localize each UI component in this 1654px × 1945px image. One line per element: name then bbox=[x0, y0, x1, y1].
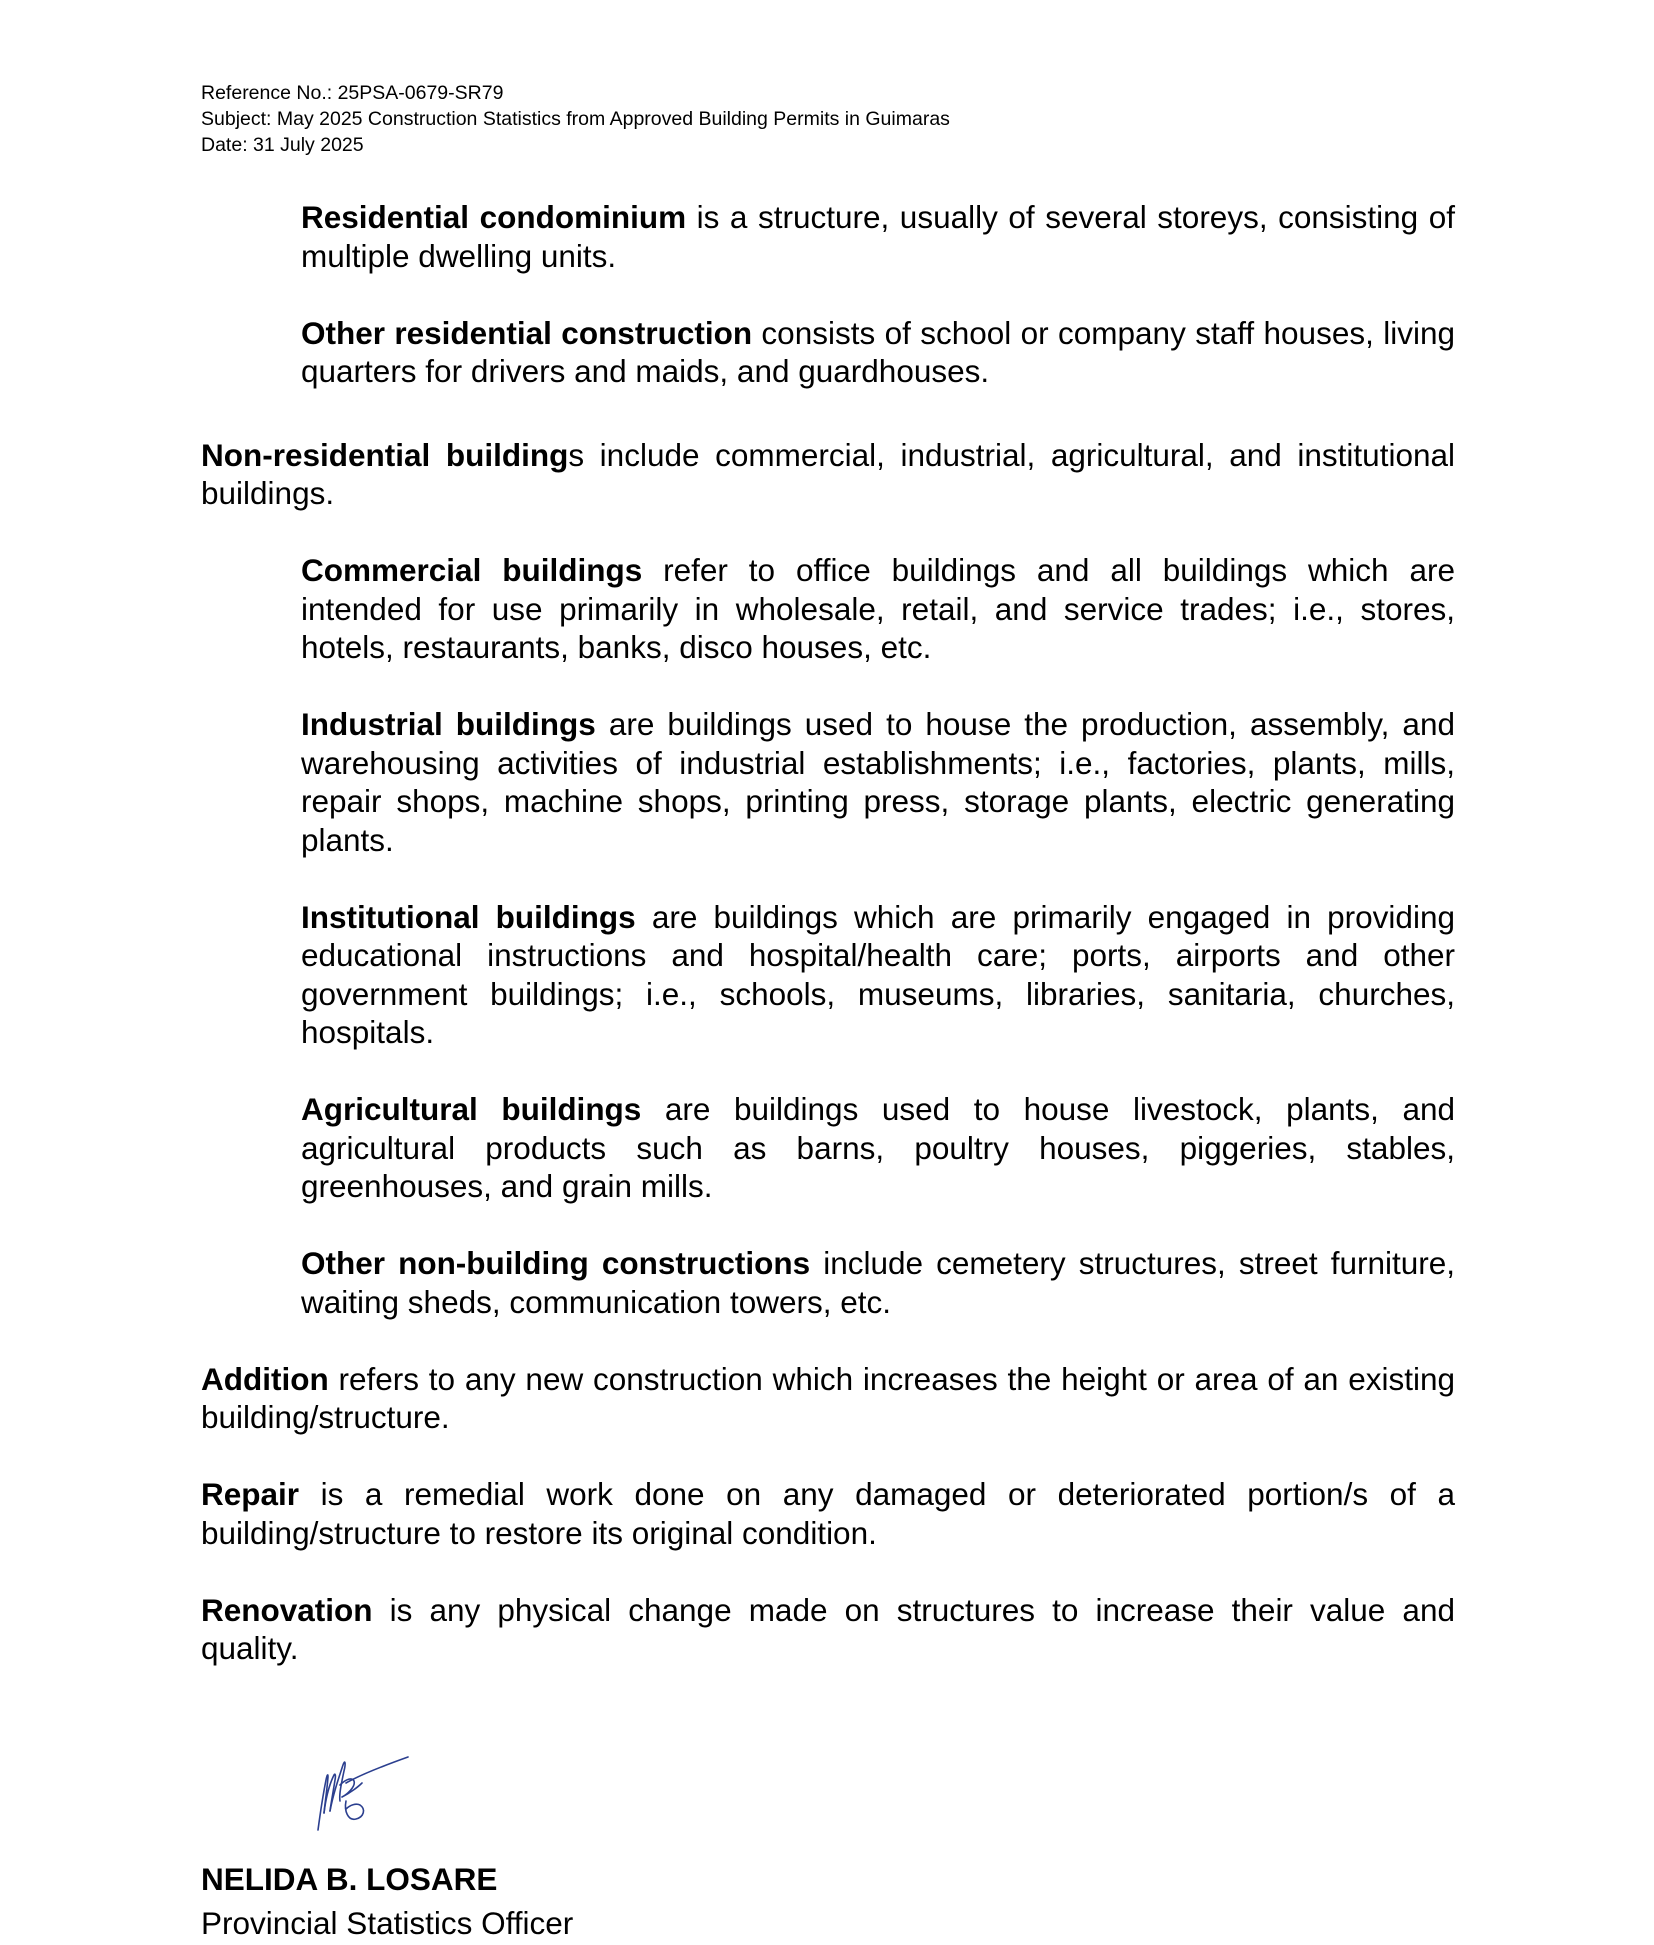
definition-term: Other residential construction bbox=[301, 314, 753, 351]
definition-other-residential bbox=[301, 314, 1455, 391]
definition-text: are buildings used to house livestock, plants, and agricultural products such as barns, poultry houses, piggeries, stables, greenhouses, and grain mills. bbox=[301, 1091, 1455, 1204]
definition-text: refers to any new construction which increases the height or area of an existing building/structure. bbox=[201, 1360, 1455, 1435]
definition-industrial bbox=[301, 705, 1455, 859]
definition-term: Other non-building constructions bbox=[301, 1245, 811, 1281]
definition-text: s include commercial, industrial, agricultural, and institutional buildings. bbox=[201, 436, 1456, 511]
definition-text: is a structure, usually of several storeys, consisting of multiple dwelling units. bbox=[301, 199, 1455, 274]
definition-term: Institutional buildings bbox=[301, 898, 636, 935]
definition-term: Commercial buildings bbox=[301, 552, 643, 588]
definition-text: include cemetery structures, street furniture, waiting sheds, communication towers, etc. bbox=[301, 1245, 1456, 1320]
document-date: Date: 31 July 2025 bbox=[201, 134, 364, 156]
definition-institutional bbox=[301, 898, 1455, 1052]
definition-term: Agricultural buildings bbox=[301, 1091, 642, 1127]
definition-term: Repair bbox=[201, 1476, 300, 1512]
definition-commercial bbox=[301, 551, 1455, 667]
definition-renovation bbox=[201, 1591, 1455, 1668]
definitions-body bbox=[201, 198, 1455, 1668]
definition-agricultural bbox=[301, 1090, 1455, 1206]
definition-text: are buildings which are primarily engaged in providing educational instructions and hospital/health care; ports, airports and other government buildings; i.e., schools, museums, libraries, sanitaria, churches, hospitals. bbox=[301, 898, 1455, 1050]
definition-repair bbox=[201, 1475, 1455, 1552]
document-header bbox=[201, 80, 950, 158]
definition-term: Residential condominium bbox=[301, 199, 687, 235]
definition-text: are buildings used to house the production, assembly, and warehousing activities of industrial establishments; i.e., factories, plants, mills, repair shops, machine shops, printing press, storage plants, electric generating plants. bbox=[301, 706, 1455, 858]
definition-residential-condominium bbox=[301, 198, 1455, 275]
definition-term: Renovation bbox=[201, 1591, 373, 1628]
signatory-name: NELIDA B. LOSARE bbox=[201, 1861, 498, 1897]
definition-text: is any physical change made on structures to increase their value and quality. bbox=[201, 1591, 1455, 1666]
definition-addition bbox=[201, 1360, 1455, 1437]
handwritten-signature bbox=[310, 1735, 420, 1835]
definition-text: is a remedial work done on any damaged or deteriorated portion/s of a building/structure to restore its original condition. bbox=[201, 1476, 1455, 1551]
signatory-block bbox=[201, 1857, 573, 1945]
definition-term: Industrial buildings bbox=[301, 706, 596, 742]
definition-term: Addition bbox=[201, 1360, 329, 1397]
definition-other-non-building bbox=[301, 1244, 1455, 1321]
definition-text: consists of school or company staff houses, living quarters for drivers and maids, and guardhouses. bbox=[301, 314, 1455, 389]
subject-line: Subject: May 2025 Construction Statistics from Approved Building Permits in Guimaras bbox=[201, 108, 950, 130]
definition-non-residential bbox=[201, 436, 1455, 513]
definition-term: Non-residential building bbox=[201, 436, 569, 473]
signatory-title: Provincial Statistics Officer bbox=[201, 1905, 574, 1941]
reference-number: Reference No.: 25PSA-0679-SR79 bbox=[201, 82, 504, 104]
definition-text: refer to office buildings and all buildings which are intended for use primarily in wholesale, retail, and service trades; i.e., stores, hotels, restaurants, banks, disco houses, etc. bbox=[301, 552, 1455, 665]
